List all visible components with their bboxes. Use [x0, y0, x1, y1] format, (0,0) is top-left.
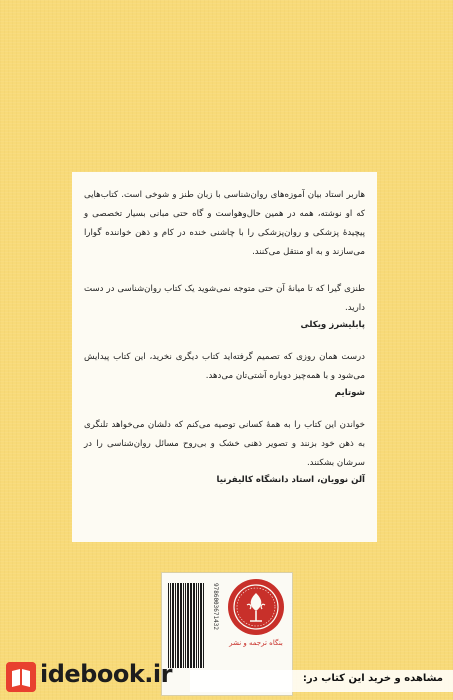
blurb-1-text: هاربر استاد بیان آموزه‌های روان‌شناسی با زبان طنز و شوخی است. کتاب‌هایی که او نوشته، همه در همین حال‌وهواست و گاه حتی مبانی بسیار تخصصی و پیچیدهٔ پزشکی و روان‌پزشکی را با چاشنی خنده در کام و ذهن خواننده گوارا می‌سازند و به او منتقل می‌کنند. — [84, 190, 365, 257]
blurb-3-credit: شوتایم — [334, 388, 365, 398]
blurb-4-credit: آلن نوویان، استاد دانشگاه کالیفرنیا — [216, 475, 365, 485]
barcode-digits: 9786003671432 — [212, 583, 219, 630]
blurb-4-text: خواندن این کتاب را به همهٔ کسانی توصیه می‌کنم که دلشان می‌خواهد تلنگری به ذهن خود بزنند و تصویر ذهنی خشک و بی‌روح مسائل روان‌شناسی را در سرشان بشکنند. — [84, 420, 365, 468]
blurb-2-text: طنزی گیرا که تا میانهٔ آن حتی متوجه نمی‌شوید یک کتاب روان‌شناسی در دست دارید. — [84, 284, 365, 313]
publisher-name: بنگاه ترجمه و نشر — [229, 639, 283, 647]
blurb-2-credit: پابلیشرز ویکلی — [300, 320, 365, 330]
blurb-3-text: درست همان روزی که تصمیم گرفته‌اید کتاب دیگری نخرید، این کتاب پیدایش می‌شود و با همه‌چیز دوباره آشتی‌تان می‌دهد. — [84, 352, 365, 381]
watermark-strip-text: مشاهده و خرید این کتاب در: — [302, 673, 443, 684]
watermark-strip — [190, 670, 453, 692]
blurb-3 — [84, 348, 365, 398]
watermark-bar — [0, 662, 453, 700]
publisher-seal-icon — [228, 579, 284, 635]
barcode-icon — [168, 583, 204, 668]
blurb-panel — [72, 172, 377, 542]
blurb-1 — [84, 186, 365, 262]
watermark-logo[interactable]: idebook.ir — [40, 660, 172, 688]
blurb-2 — [84, 280, 365, 330]
book-icon — [6, 662, 36, 692]
blurb-4 — [84, 416, 365, 485]
